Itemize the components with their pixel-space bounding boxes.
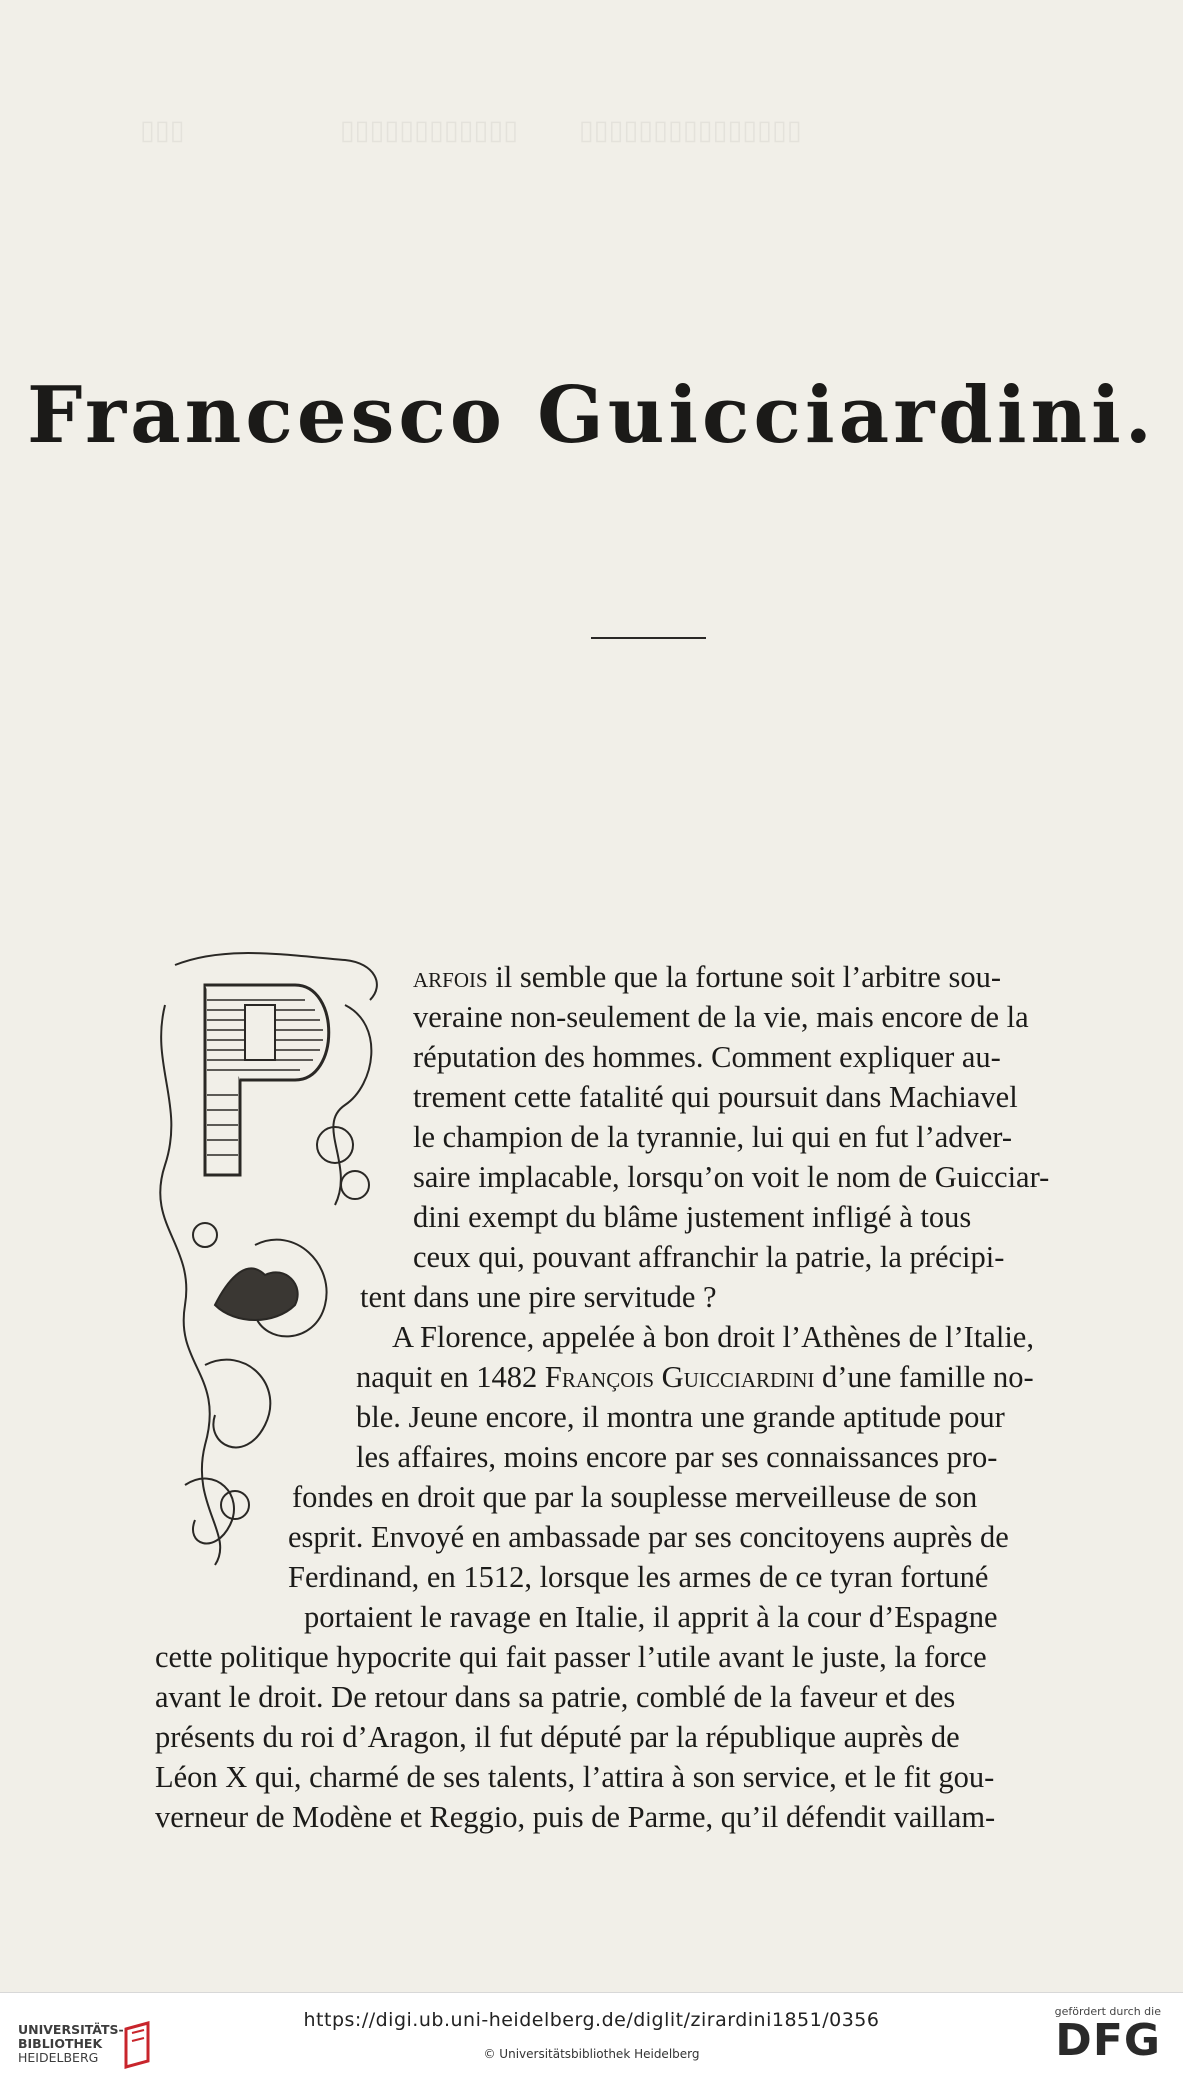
text-line: avant le droit. De retour dans sa patrie, comblé de la faveur et des: [155, 1680, 956, 1714]
text-line: le champion de la tyrannie, lui qui en fut l’adver-: [413, 1120, 1013, 1154]
viewer-footer: [0, 1992, 1183, 2078]
text-line: naquit en 1482 François Guicciardini d’une famille no-: [356, 1360, 1034, 1394]
text-line: A Florence, appelée à bon droit l’Athènes de l’Italie,: [392, 1320, 1034, 1354]
bleed-through-text: ▯▯▯ ▯▯▯▯▯▯▯▯▯▯▯▯ ▯▯▯▯▯▯▯▯▯▯▯▯▯▯▯: [140, 115, 802, 145]
text-line: verneur de Modène et Reggio, puis de Parme, qu’il défendit vaillam-: [155, 1800, 996, 1834]
text-line: dini exempt du blâme justement infligé à tous: [413, 1200, 972, 1234]
permalink-url[interactable]: https://digi.ub.uni-heidelberg.de/diglit/zirardini1851/0356: [303, 2009, 880, 2031]
small-caps-name: François Guicciardini: [544, 1360, 815, 1394]
small-caps-word: arfois: [413, 960, 488, 994]
text-line: ble. Jeune encore, il montra une grande aptitude pour: [356, 1400, 1005, 1434]
text-line: trement cette fatalité qui poursuit dans Machiavel: [413, 1080, 1018, 1114]
copyright-notice: © Universitätsbibliothek Heidelberg: [483, 2047, 700, 2061]
text-line: Léon X qui, charmé de ses talents, l’attira à son service, et le fit gou-: [155, 1760, 995, 1794]
page-title: Francesco Guicciardini.: [27, 370, 1156, 461]
text-line: fondes en droit que par la souplesse merveilleuse de son: [292, 1480, 978, 1514]
text-line: veraine non-seulement de la vie, mais encore de la: [413, 1000, 1029, 1034]
text-line: saire implacable, lorsqu’on voit le nom de Guicciar-: [413, 1160, 1050, 1194]
text-line: arfois il semble que la fortune soit l’arbitre sou-: [413, 960, 1001, 994]
text-line: ceux qui, pouvant affranchir la patrie, la précipi-: [413, 1240, 1005, 1274]
ornate-initial-letter: [145, 945, 395, 1570]
text-line: présents du roi d’Aragon, il fut député par la république auprès de: [155, 1720, 960, 1754]
text-line: les affaires, moins encore par ses connaissances pro-: [356, 1440, 998, 1474]
funder-logo[interactable]: gefördert durch die DFG: [1054, 2005, 1161, 2066]
text-line: cette politique hypocrite qui fait passer l’utile avant le juste, la force: [155, 1640, 987, 1674]
text-line: esprit. Envoyé en ambassade par ses concitoyens auprès de: [288, 1520, 1009, 1554]
text-line: Ferdinand, en 1512, lorsque les armes de ce tyran fortuné: [288, 1560, 989, 1594]
text-line: tent dans une pire servitude ?: [360, 1280, 717, 1314]
text-line: réputation des hommes. Comment expliquer au-: [413, 1040, 1001, 1074]
text-line: portaient le ravage en Italie, il apprit à la cour d’Espagne: [304, 1600, 998, 1634]
library-logo[interactable]: UNIVERSITÄTS- BIBLIOTHEK HEIDELBERG: [18, 2023, 124, 2065]
title-divider: [591, 637, 706, 639]
